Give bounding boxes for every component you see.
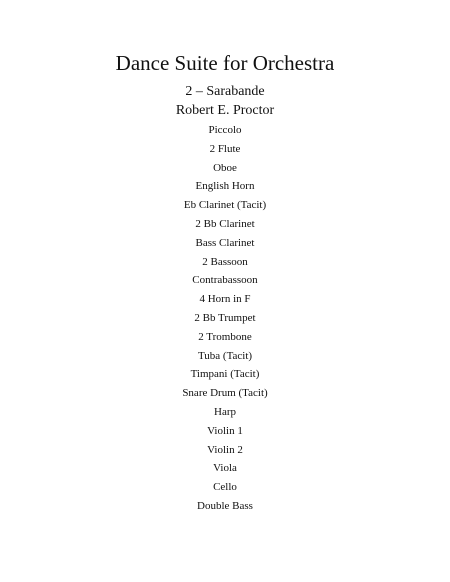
score-title: Dance Suite for Orchestra	[115, 51, 335, 75]
instrument-item: Double Bass	[197, 499, 253, 512]
instrument-item: Timpani (Tacit)	[190, 368, 260, 381]
instrument-item: Snare Drum (Tacit)	[182, 387, 268, 400]
composer-name: Robert E. Proctor	[175, 103, 275, 118]
instrument-item: 4 Horn in F	[199, 293, 251, 306]
instrument-item: Violin 2	[207, 443, 243, 456]
instrument-item: 2 Trombone	[198, 330, 252, 343]
instrument-item: 2 Flute	[209, 142, 241, 155]
instrument-item: 2 Bassoon	[202, 255, 248, 268]
instrument-item: 2 Bb Clarinet	[195, 217, 255, 230]
instrument-item: Violin 1	[207, 424, 243, 437]
instrument-item: Harp	[214, 405, 236, 418]
instrumentation-list	[0, 121, 450, 516]
instrument-item: 2 Bb Trumpet	[194, 311, 256, 324]
instrument-item: Piccolo	[208, 124, 242, 136]
instrument-item: Oboe	[213, 161, 237, 174]
instrument-item: Bass Clarinet	[195, 236, 255, 249]
instrument-item: Eb Clarinet (Tacit)	[183, 199, 267, 212]
instrument-item: Viola	[213, 462, 237, 475]
movement-subtitle: 2 – Sarabande	[185, 84, 265, 99]
instrument-item: Cello	[213, 481, 237, 494]
instrument-item: Contrabassoon	[192, 274, 258, 287]
instrument-item: Tuba (Tacit)	[197, 349, 253, 362]
instrument-item: English Horn	[195, 180, 255, 193]
